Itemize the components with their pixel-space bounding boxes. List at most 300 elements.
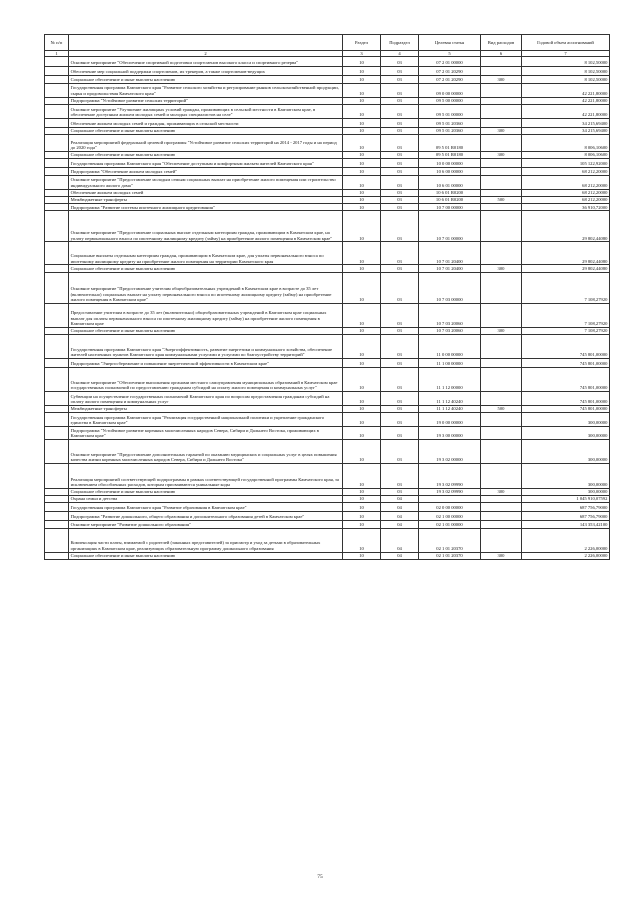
row-vr: 300 (481, 552, 522, 559)
table-row (45, 358, 610, 367)
row-name: Подпрограмма "Устойчивое развитие сельских территорий" (69, 97, 343, 104)
row-number-cell (45, 391, 69, 405)
table-row (45, 204, 610, 211)
table-row (45, 439, 610, 463)
row-name: Государственная программа Камчатского края "Обеспечение доступным и комфортным жильем жителей Камчатского края" (69, 159, 343, 168)
row-code: 07 2 01 00000 (419, 57, 481, 67)
table-row (45, 242, 610, 265)
row-code: 11 1 12 40240 (419, 391, 481, 405)
row-number-cell (45, 552, 69, 559)
row-vr (481, 512, 522, 521)
row-sec: 10 (343, 168, 381, 175)
row-vr: 300 (481, 152, 522, 159)
row-sec: 10 (343, 439, 381, 463)
row-sum: 687 756,79000 (522, 512, 610, 521)
row-sum: 42 221,80000 (522, 83, 610, 97)
row-name: Межбюджетные трансферты (69, 196, 343, 203)
table-row (45, 152, 610, 159)
row-number-cell (45, 405, 69, 412)
row-name: Подпрограмма "Обеспечение жильем молодых семей" (69, 168, 343, 175)
row-number-cell (45, 118, 69, 127)
table-row (45, 76, 610, 83)
row-sub: 03 (381, 189, 419, 196)
row-name: Государственная программа Камчатского края "Развитие сельского хозяйства и регулирование рынков сельскохозяйственной продукции, сырья и продовольствия Камчатского края" (69, 83, 343, 97)
row-sec: 10 (343, 83, 381, 97)
table-row (45, 67, 610, 76)
table-body (45, 57, 610, 560)
page-number: 75 (317, 874, 323, 880)
row-number-cell (45, 303, 69, 327)
row-number-cell (45, 367, 69, 391)
row-name: Основное мероприятие "Улучшение жилищных условий граждан, проживающих в сельской местности в Камчатском крае, в обеспечение доступным жильем молодых семей и молодых специалистов на селе" (69, 104, 343, 118)
row-sec: 10 (343, 358, 381, 367)
row-name: Обеспечение жильем молодых семей (69, 189, 343, 196)
row-sub: 03 (381, 405, 419, 412)
row-sub: 03 (381, 488, 419, 495)
row-vr: 300 (481, 265, 522, 272)
row-code: 07 2 01 20290 (419, 76, 481, 83)
row-name: Основное мероприятие "Предоставление дополнительных гарантий по оказанию медицинских и социальных услуг в целях повышения качества жизни коренных малочисленных народов Севера, Сибири и Дальнего Востока" (69, 439, 343, 463)
table-row (45, 118, 610, 127)
row-vr (481, 189, 522, 196)
table-row (45, 528, 610, 552)
row-sum: 143 353,42100 (522, 521, 610, 528)
row-sec: 10 (343, 512, 381, 521)
row-name: Социальное обеспечение и иные выплаты населению (69, 127, 343, 134)
row-vr (481, 496, 522, 503)
table-row (45, 168, 610, 175)
row-sub: 04 (381, 528, 419, 552)
row-sub: 03 (381, 367, 419, 391)
row-name: Обеспечение жильем молодых семей и граждан, проживающих в сельской местности (69, 118, 343, 127)
row-sum: 300,00000 (522, 463, 610, 488)
row-sec: 10 (343, 303, 381, 327)
row-number-cell (45, 327, 69, 334)
row-sub: 03 (381, 67, 419, 76)
row-sec: 10 (343, 118, 381, 127)
row-sub: 04 (381, 552, 419, 559)
row-code: 19 0 00 00000 (419, 413, 481, 427)
row-sum: 68 212,20000 (522, 196, 610, 203)
row-code: 09 5 01 R0180 (419, 135, 481, 152)
row-code: 10 7 01 20400 (419, 242, 481, 265)
row-number-cell (45, 76, 69, 83)
row-code: 19 3 00 00000 (419, 427, 481, 440)
row-sec: 10 (343, 334, 381, 358)
table-row (45, 413, 610, 427)
row-sec: 10 (343, 496, 381, 503)
table-row (45, 512, 610, 521)
row-sec: 10 (343, 528, 381, 552)
row-name: Обеспечение мер социальной поддержки спортсменов, их тренеров, а также спортсменов-ведущих (69, 67, 343, 76)
row-sub: 03 (381, 334, 419, 358)
row-sub: 03 (381, 303, 419, 327)
row-sub: 04 (381, 521, 419, 528)
row-sec: 10 (343, 427, 381, 440)
row-sec: 10 (343, 552, 381, 559)
row-sum: 8 006,10600 (522, 152, 610, 159)
row-sec: 10 (343, 196, 381, 203)
row-vr (481, 83, 522, 97)
row-sec: 10 (343, 272, 381, 303)
row-vr: 300 (481, 327, 522, 334)
row-number-cell (45, 168, 69, 175)
table-row (45, 367, 610, 391)
row-vr (481, 67, 522, 76)
row-code: 10 7 01 00000 (419, 211, 481, 242)
row-sub: 03 (381, 391, 419, 405)
row-vr: 500 (481, 196, 522, 203)
row-code: 02 0 00 00000 (419, 503, 481, 512)
table-row (45, 57, 610, 67)
row-sub: 03 (381, 413, 419, 427)
row-number-cell (45, 189, 69, 196)
row-sum: 7 108,27920 (522, 272, 610, 303)
row-sec: 10 (343, 175, 381, 189)
column-index: 6 (481, 50, 522, 56)
row-sum: 68 212,20000 (522, 168, 610, 175)
row-name: Государственная программа Камчатского края "Реализация государственной национальной политики и укрепление гражданского единства в Камчатском крае" (69, 413, 343, 427)
row-sec: 10 (343, 67, 381, 76)
row-name: Охрана семьи и детства (69, 496, 343, 503)
row-sub: 03 (381, 358, 419, 367)
row-sum: 8 006,10600 (522, 135, 610, 152)
row-sec: 10 (343, 391, 381, 405)
row-number-cell (45, 488, 69, 495)
row-code: 10 6 01 R0200 (419, 196, 481, 203)
row-number-cell (45, 503, 69, 512)
table-row (45, 175, 610, 189)
table-row (45, 496, 610, 503)
row-number-cell (45, 528, 69, 552)
row-number-cell (45, 439, 69, 463)
row-name: Социальное обеспечение и иные выплаты населению (69, 152, 343, 159)
row-code: 10 0 00 00000 (419, 159, 481, 168)
row-sum: 29 802,44080 (522, 265, 610, 272)
row-code: 19 3 02 09990 (419, 463, 481, 488)
table-row (45, 196, 610, 203)
table-row (45, 135, 610, 152)
row-sec: 10 (343, 327, 381, 334)
table-row (45, 127, 610, 134)
row-sum: 42 221,80000 (522, 97, 610, 104)
row-sub: 03 (381, 327, 419, 334)
row-vr (481, 303, 522, 327)
row-number-cell (45, 521, 69, 528)
row-number-cell (45, 512, 69, 521)
row-vr: 300 (481, 127, 522, 134)
row-vr (481, 57, 522, 67)
row-sum: 34 215,69400 (522, 118, 610, 127)
row-sum: 745 801,00000 (522, 358, 610, 367)
table-row (45, 211, 610, 242)
row-sum: 745 801,00000 (522, 334, 610, 358)
row-sec: 10 (343, 521, 381, 528)
row-sec: 10 (343, 97, 381, 104)
row-sum: 7 108,27920 (522, 327, 610, 334)
column-index: 5 (419, 50, 481, 56)
row-vr (481, 463, 522, 488)
row-number-cell (45, 272, 69, 303)
row-name: Межбюджетные трансферты (69, 405, 343, 412)
row-code: 09 5 01 R0180 (419, 152, 481, 159)
table-row (45, 427, 610, 440)
row-number-cell (45, 57, 69, 67)
row-sub: 03 (381, 168, 419, 175)
row-sub: 03 (381, 242, 419, 265)
row-sum: 1 045 910,07592 (522, 496, 610, 503)
row-sum: 745 801,00000 (522, 391, 610, 405)
row-sum: 8 102,50000 (522, 76, 610, 83)
column-index: 7 (522, 50, 610, 56)
row-sum: 687 756,79000 (522, 503, 610, 512)
column-index: 1 (45, 50, 69, 56)
header-subsection: Подраздел (381, 35, 419, 51)
row-name: Государственная программа Камчатского края "Энергоэффективность, развитие энергетики и коммунального хозяйства, обеспечение жителей населенных пунктов Камчатского края коммунальными услугами и услугами по благоустройству территорий" (69, 334, 343, 358)
row-number-cell (45, 67, 69, 76)
row-sum: 8 102,50000 (522, 67, 610, 76)
row-sum: 105 122,92000 (522, 159, 610, 168)
table-row (45, 327, 610, 334)
row-code: 02 1 01 20370 (419, 528, 481, 552)
row-code: 10 7 03 20060 (419, 327, 481, 334)
table-row (45, 503, 610, 512)
row-vr (481, 159, 522, 168)
row-sum: 29 802,44080 (522, 211, 610, 242)
header-no: № п/п (45, 35, 69, 51)
row-number-cell (45, 175, 69, 189)
row-code: 09 5 00 00000 (419, 97, 481, 104)
row-sec: 10 (343, 265, 381, 272)
row-number-cell (45, 211, 69, 242)
row-sub: 03 (381, 265, 419, 272)
row-code: 10 6 00 00000 (419, 168, 481, 175)
row-sub: 04 (381, 496, 419, 503)
row-code (419, 496, 481, 503)
row-sec: 10 (343, 463, 381, 488)
row-number-cell (45, 334, 69, 358)
row-sub: 03 (381, 152, 419, 159)
table-row (45, 272, 610, 303)
row-sub: 03 (381, 127, 419, 134)
row-name: Социальное обеспечение и иные выплаты населению (69, 488, 343, 495)
row-name: Реализация мероприятий федеральной целевой программы "Устойчивое развитие сельских территорий на 2014 - 2017 годы и на период до 2020 года" (69, 135, 343, 152)
row-vr (481, 272, 522, 303)
row-number-cell (45, 413, 69, 427)
budget-table (44, 34, 610, 560)
row-sec: 10 (343, 405, 381, 412)
row-number-cell (45, 135, 69, 152)
row-sub: 03 (381, 196, 419, 203)
row-vr (481, 413, 522, 427)
column-index: 4 (381, 50, 419, 56)
row-vr (481, 242, 522, 265)
row-code: 11 0 00 00000 (419, 334, 481, 358)
row-sum: 300,00000 (522, 488, 610, 495)
row-number-cell (45, 83, 69, 97)
row-sub: 03 (381, 427, 419, 440)
row-name: Подпрограмма "Энергосбережение и повышение энергетической эффективности в Камчатском крае" (69, 358, 343, 367)
table-row (45, 334, 610, 358)
row-sub: 03 (381, 439, 419, 463)
row-sec: 10 (343, 189, 381, 196)
row-sum: 42 221,80000 (522, 104, 610, 118)
row-sub: 03 (381, 211, 419, 242)
header-name (69, 35, 343, 51)
row-sum: 68 212,20000 (522, 175, 610, 189)
row-number-cell (45, 358, 69, 367)
row-name: Социальные выплаты отдельным категориям граждан, проживающим в Камчатском крае, для уплаты первоначального взноса по ипотечному жилищному кредиту на приобретение жилого помещения на территории Камчатского края (69, 242, 343, 265)
row-code: 19 3 02 00000 (419, 439, 481, 463)
table-row (45, 97, 610, 104)
table-row (45, 463, 610, 488)
row-vr (481, 521, 522, 528)
row-name: Основное мероприятие "Развитие дошкольного образования" (69, 521, 343, 528)
row-vr: 300 (481, 488, 522, 495)
row-sum: 300,00000 (522, 427, 610, 440)
row-number-cell (45, 196, 69, 203)
row-sec: 10 (343, 57, 381, 67)
row-code: 09 5 01 20360 (419, 118, 481, 127)
row-number-cell (45, 127, 69, 134)
row-sec: 10 (343, 413, 381, 427)
row-sub: 04 (381, 512, 419, 521)
row-sub: 03 (381, 272, 419, 303)
row-code: 02 1 00 00000 (419, 512, 481, 521)
header-expense-type: Вид расходов (481, 35, 522, 51)
column-index: 2 (69, 50, 343, 56)
row-sum: 300,00000 (522, 413, 610, 427)
row-sum: 29 802,44080 (522, 242, 610, 265)
row-sum: 7 108,27920 (522, 303, 610, 327)
header-annual-amount: Годовой объем ассигнований (522, 35, 610, 51)
row-vr (481, 439, 522, 463)
row-vr: 300 (481, 76, 522, 83)
table-row (45, 405, 610, 412)
row-sec: 10 (343, 127, 381, 134)
row-number-cell (45, 427, 69, 440)
table-row (45, 552, 610, 559)
row-vr (481, 503, 522, 512)
row-code: 02 1 01 20370 (419, 552, 481, 559)
row-code: 10 7 01 20400 (419, 265, 481, 272)
row-number-cell (45, 496, 69, 503)
row-code: 10 7 00 00000 (419, 204, 481, 211)
row-code: 10 6 01 R0200 (419, 189, 481, 196)
row-sec: 10 (343, 488, 381, 495)
row-name: Подпрограмма "Развитие дошкольного, общего образования и дополнительного образования детей в Камчатском крае" (69, 512, 343, 521)
row-sec: 10 (343, 152, 381, 159)
row-name: Реализация мероприятий соответствующей подпрограммы в рамках соответствующей государственной программы Камчатского края, за исключением обособленных расходов, которым присваиваются уникальные коды (69, 463, 343, 488)
row-name: Основное мероприятие "Обеспечение спортивной подготовки спортсменов высокого класса и спортивного резерва" (69, 57, 343, 67)
column-index: 3 (343, 50, 381, 56)
row-sub: 03 (381, 135, 419, 152)
table-row (45, 265, 610, 272)
table-row (45, 159, 610, 168)
row-sub: 03 (381, 463, 419, 488)
row-sec: 10 (343, 76, 381, 83)
row-number-cell (45, 463, 69, 488)
row-name: Основное мероприятие "Предоставление социальных выплат отдельным категориям граждан, проживающим в Камчатском крае, на уплату первоначального взноса по ипотечному жилищному кредиту (займу) на приобретение жилого помещения в Камчатском крае" (69, 211, 343, 242)
row-sum: 300,00000 (522, 439, 610, 463)
row-name: Социальное обеспечение и иные выплаты населению (69, 552, 343, 559)
row-vr (481, 528, 522, 552)
row-number-cell (45, 242, 69, 265)
row-sec: 10 (343, 135, 381, 152)
row-name: Компенсация части платы, взимаемой с родителей (законных представителей) за присмотр и уход за детьми в образовательных организациях в Камчатском крае, реализующих образовательную программу дошкольного образования (69, 528, 343, 552)
row-sec: 10 (343, 367, 381, 391)
table-row (45, 488, 610, 495)
row-code: 11 1 12 40240 (419, 405, 481, 412)
row-sec: 10 (343, 211, 381, 242)
row-name: Субвенции на осуществление государственных полномочий Камчатского края по вопросам предоставления гражданам субсидий на оплату жилого помещения и коммунальных услуг (69, 391, 343, 405)
row-name: Социальное обеспечение и иные выплаты населению (69, 265, 343, 272)
row-sec: 10 (343, 159, 381, 168)
row-number-cell (45, 152, 69, 159)
row-vr (481, 211, 522, 242)
row-code: 09 5 01 20360 (419, 127, 481, 134)
row-number-cell (45, 104, 69, 118)
row-vr (481, 97, 522, 104)
row-number-cell (45, 265, 69, 272)
row-sec: 10 (343, 242, 381, 265)
row-vr: 500 (481, 405, 522, 412)
row-sub: 03 (381, 175, 419, 189)
table-row (45, 83, 610, 97)
row-vr (481, 204, 522, 211)
row-vr (481, 367, 522, 391)
table-row (45, 521, 610, 528)
row-vr (481, 358, 522, 367)
row-number-cell (45, 159, 69, 168)
row-code: 07 2 01 20290 (419, 67, 481, 76)
row-sub: 03 (381, 76, 419, 83)
row-code: 19 3 02 09990 (419, 488, 481, 495)
table-row (45, 303, 610, 327)
header-target-article: Целевая статья (419, 35, 481, 51)
row-name: Предоставление учителям в возрасте до 35 лет (включительно) общеобразовательных учреждений в Камчатском крае социальных выплат для оплаты первоначального взноса по ипотечному жилищному кредиту (займу) на приобретение жилого помещения в Камчатском крае (69, 303, 343, 327)
row-vr (481, 391, 522, 405)
row-sum: 34 215,69400 (522, 127, 610, 134)
row-name: Основное мероприятие "Предоставление учителям общеобразовательных учреждений в Камчатском крае в возрасте до 35 лет (включительно) социальных выплат на уплату первоначального взноса по ипотечному жилищному кредиту (займу) на приобретение жилого помещения в Камчатском крае" (69, 272, 343, 303)
row-name: Государственная программа Камчатского края "Развитие образования в Камчатском крае" (69, 503, 343, 512)
row-sub: 03 (381, 97, 419, 104)
row-name: Подпрограмма "Устойчивое развитие коренных малочисленных народов Севера, Сибири и Дальнего Востока, проживающих в Камчатском крае" (69, 427, 343, 440)
row-sub: 03 (381, 104, 419, 118)
row-sub: 03 (381, 118, 419, 127)
row-vr (481, 135, 522, 152)
row-sec: 10 (343, 503, 381, 512)
row-sum: 2 226,00000 (522, 552, 610, 559)
row-code: 10 7 03 20060 (419, 303, 481, 327)
row-code: 09 0 00 00000 (419, 83, 481, 97)
row-name: Основное мероприятие "Предоставление молодым семьям социальных выплат на приобретение жилого помещения или строительство индивидуального жилого дома" (69, 175, 343, 189)
row-sum: 68 212,20000 (522, 189, 610, 196)
row-vr (481, 118, 522, 127)
row-sec: 10 (343, 104, 381, 118)
header-section: Раздел (343, 35, 381, 51)
row-code: 11 1 00 00000 (419, 358, 481, 367)
row-sum: 2 226,00000 (522, 528, 610, 552)
row-vr (481, 334, 522, 358)
row-sub: 03 (381, 204, 419, 211)
row-sub: 03 (381, 159, 419, 168)
table-row (45, 189, 610, 196)
row-code: 11 1 12 00000 (419, 367, 481, 391)
row-number-cell (45, 97, 69, 104)
row-sum: 745 801,00000 (522, 367, 610, 391)
row-name: Подпрограмма "Развитие системы ипотечного жилищного кредитования" (69, 204, 343, 211)
